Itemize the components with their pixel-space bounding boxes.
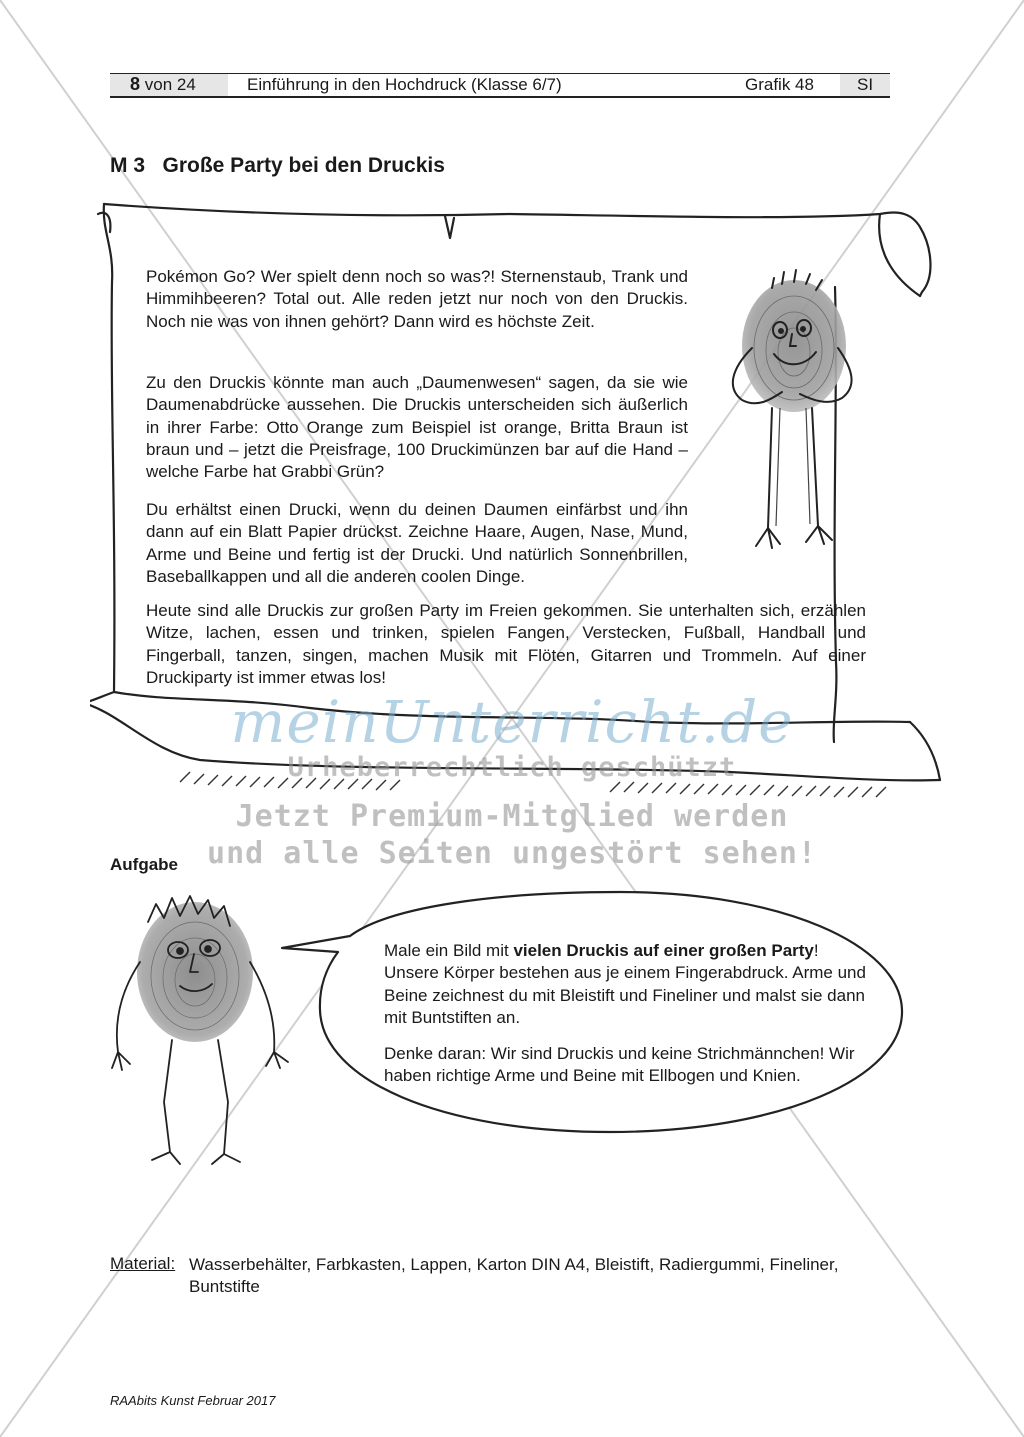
header-page-indicator [130, 73, 196, 96]
story-paragraph-3: Du erhältst einen Drucki, wenn du deinen Daumen einfärbst und ihn dann auf ein Blatt Papier drückst. Zeichne Haare, Augen, Nase, Mund, Arme und Beine und fertig ist der Drucki. Und natürlich Sonnenbrillen, Baseballkappen und all die anderen coolen Dinge. [146, 500, 688, 586]
task-instruction-end: ! Unsere Körper bestehen aus je einem Fingerabdruck. Arme und Beine zeichnest du mit Bleistift und Fineliner und malst sie dann mit Buntstiften an. [384, 941, 866, 1027]
material-label: Material: [110, 1254, 176, 1273]
page-total: von 24 [144, 75, 196, 94]
story-paragraph-1: Pokémon Go? Wer spielt denn noch so was?! Sternenstaub, Trank und Himmihbeeren? Total out. Alle reden jetzt nur noch von den Druckis. Noch nie was von ihnen gehört? Dann wird es höchste Zeit. [146, 267, 688, 331]
story-paragraph-2: Zu den Druckis könnte man auch „Daumenwesen“ sagen, da sie wie Daumenabdrücke aussehen. Die Druckis unterscheiden sich äußerlich in ihrer Farbe: Otto Orange zum Beispiel ist orange, Britta Braun ist braun und – jetzt die Preisfrage, 100 Druckimünzen bar auf die Hand – welche Farbe hat Grabbi Grün? [146, 373, 688, 482]
task-title: Aufgabe [110, 855, 178, 874]
story-paragraph-4: Heute sind alle Druckis zur großen Party im Freien gekommen. Sie unterhalten sich, erzählen Witze, lachen, essen und trinken, spielen Fangen, Verstecken, Fußball, Handball und Fingerball, tanzen, singen, machen Musik mit Flöten, Gitarren und Trommeln. Auf einer Druckiparty ist immer etwas los! [146, 601, 866, 687]
header-title: Einführung in den Hochdruck (Klasse 6/7) [247, 75, 562, 94]
task-reminder: Denke daran: Wir sind Druckis und keine Strichmännchen! Wir haben richtige Arme und Beine mit Ellbogen und Knien. [384, 1044, 855, 1086]
footer-source: RAAbits Kunst Februar 2017 [110, 1393, 276, 1408]
section-title: M 3 Große Party bei den Druckis [110, 154, 445, 177]
header-level: SI [857, 75, 874, 94]
header-rule-bottom [110, 96, 890, 98]
watermark-line-3: und alle Seiten ungestört sehen! [207, 836, 817, 871]
watermark-logo: meinUnterricht.de [230, 688, 794, 756]
drucki-task-figure-illustration [100, 892, 300, 1192]
watermark-line-2: Jetzt Premium-Mitglied werden [235, 799, 789, 834]
task-instruction [384, 940, 874, 1029]
task-instruction-start: Male ein Bild mit [384, 941, 514, 960]
task-instruction-bold: vielen Druckis auf einer großen Party [513, 941, 814, 960]
header-section: Grafik 48 [745, 75, 814, 94]
watermark-line-1: Urheberrechtlich geschützt [287, 752, 737, 783]
material-list: Wasserbehälter, Farbkasten, Lappen, Karton DIN A4, Bleistift, Radiergummi, Fineliner, Buntstifte [189, 1255, 839, 1296]
drucki-figure-illustration [712, 268, 872, 578]
page-number: 8 [130, 74, 141, 94]
